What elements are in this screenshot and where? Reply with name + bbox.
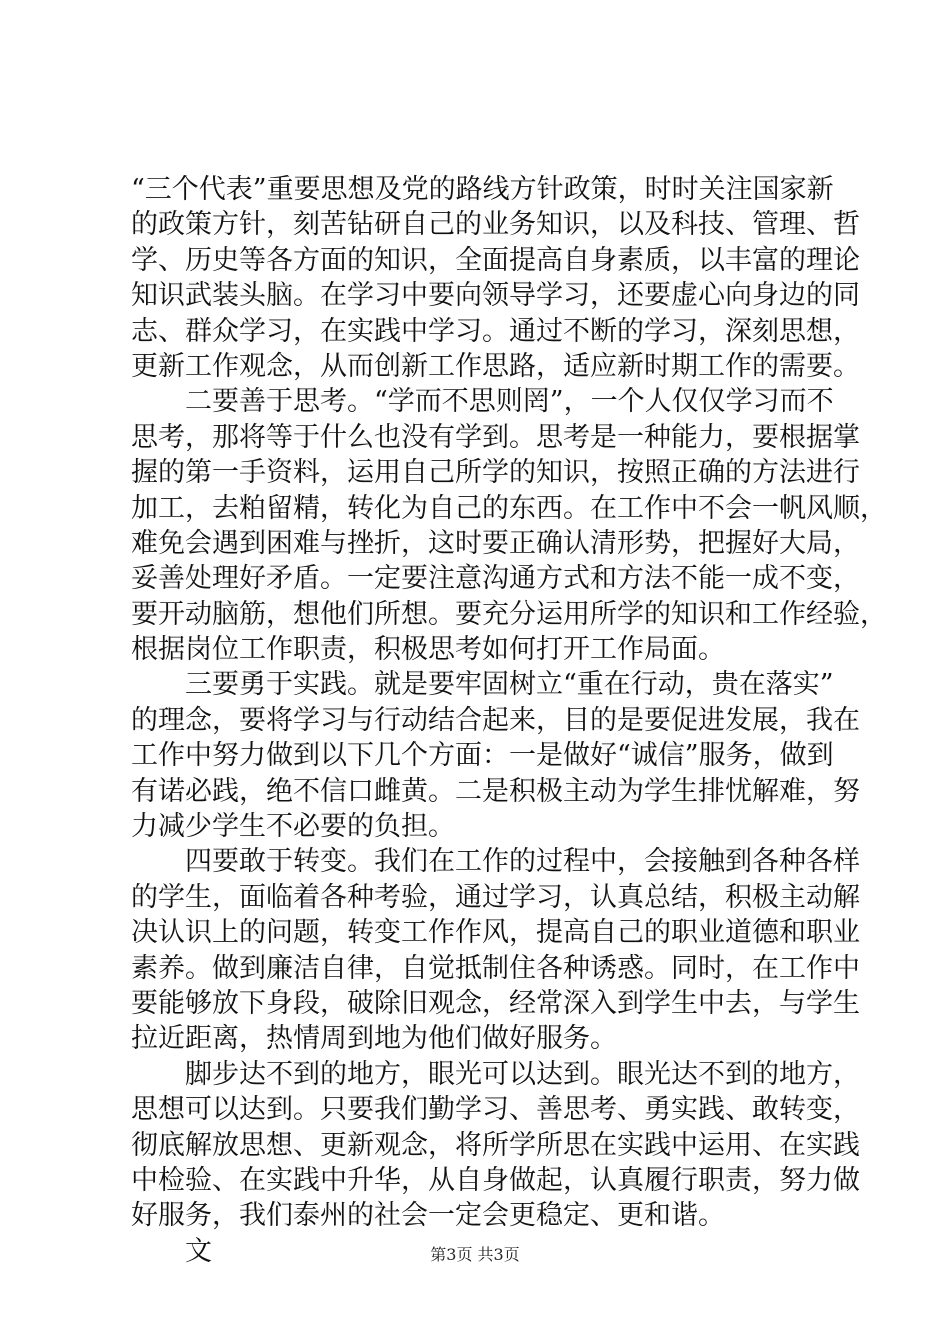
text-line: 知识武装头脑。在学习中要向领导学习，还要虚心向身边的同 [131, 280, 860, 312]
text-line: 好服务，我们泰州的社会一定会更稳定、更和谐。 [131, 1200, 725, 1232]
text-line: 工作中努力做到以下几个方面：一是做好“诚信”服务，做到 [131, 740, 834, 772]
text-line: 中检验、在实践中升华，从自身做起，认真履行职责，努力做 [131, 1164, 860, 1196]
text-line: 拉近距离，热情周到地为他们做好服务。 [131, 1023, 617, 1055]
text-line: 四要敢于转变。我们在工作的过程中，会接触到各种各样 [185, 846, 860, 878]
text-line: 思想可以达到。只要我们勤学习、善思考、勇实践、敢转变， [131, 1094, 860, 1126]
text-line: “三个代表”重要思想及党的路线方针政策，时时关注国家新 [131, 174, 834, 205]
paragraph-conclusion [131, 1057, 860, 1234]
text-line: 决认识上的问题，转变工作作风，提高自己的职业道德和职业 [131, 917, 860, 949]
text-line: 握的第一手资料，运用自己所学的知识，按照正确的方法进行 [131, 457, 860, 489]
text-line: 妥善处理好矛盾。一定要注意沟通方式和方法不能一成不变， [131, 563, 860, 595]
text-line: 志、群众学习，在实践中学习。通过不断的学习，深刻思想， [131, 315, 860, 347]
paragraph-change [131, 844, 860, 1056]
text-line: 加工，去粕留精，转化为自己的东西。在工作中不会一帆风顺， [131, 492, 887, 524]
text-line: 彻底解放思想、更新观念，将所学所思在实践中运用、在实践 [131, 1129, 860, 1161]
text-line: 的理念，要将学习与行动结合起来，目的是要促进发展，我在 [131, 704, 860, 736]
text-line: 思考，那将等于什么也没有学到。思考是一种能力，要根据掌 [131, 421, 860, 453]
text-line: 文 [185, 1235, 212, 1267]
page-footer: 第3页 共3页 [430, 1245, 520, 1264]
text-line: 的学生，面临着各种考验，通过学习，认真总结，积极主动解 [131, 881, 860, 913]
body-text [131, 172, 887, 1269]
text-line: 根据岗位工作职责，积极思考如何打开工作局面。 [131, 634, 725, 666]
text-line: 脚步达不到的地方，眼光可以达到。眼光达不到的地方， [185, 1058, 860, 1090]
text-line: 力减少学生不必要的负担。 [131, 811, 455, 843]
text-line: 学、历史等各方面的知识，全面提高自身素质，以丰富的理论 [131, 244, 860, 276]
text-line: 三要勇于实践。就是要牢固树立“重在行动，贵在落实” [185, 669, 834, 701]
text-line: 素养。做到廉洁自律，自觉抵制住各种诱惑。同时，在工作中 [131, 952, 860, 984]
text-line: 的政策方针，刻苦钻研自己的业务知识，以及科技、管理、哲 [131, 209, 860, 241]
paragraph-think [131, 384, 887, 667]
text-line: 要能够放下身段，破除旧观念，经常深入到学生中去，与学生 [131, 987, 860, 1019]
text-line: 有诺必践，绝不信口雌黄。二是积极主动为学生排忧解难，努 [131, 775, 860, 807]
text-line: 更新工作观念，从而创新工作思路，适应新时期工作的需要。 [131, 350, 860, 382]
paragraph-practice [131, 667, 860, 844]
text-line: 难免会遇到困难与挫折，这时要正确认清形势，把握好大局， [131, 527, 860, 559]
text-line: 要开动脑筋，想他们所想。要充分运用所学的知识和工作经验， [131, 598, 887, 630]
paragraph-study [131, 172, 860, 384]
text-line: 二要善于思考。“学而不思则罔”，一个人仅仅学习而不 [185, 386, 834, 418]
